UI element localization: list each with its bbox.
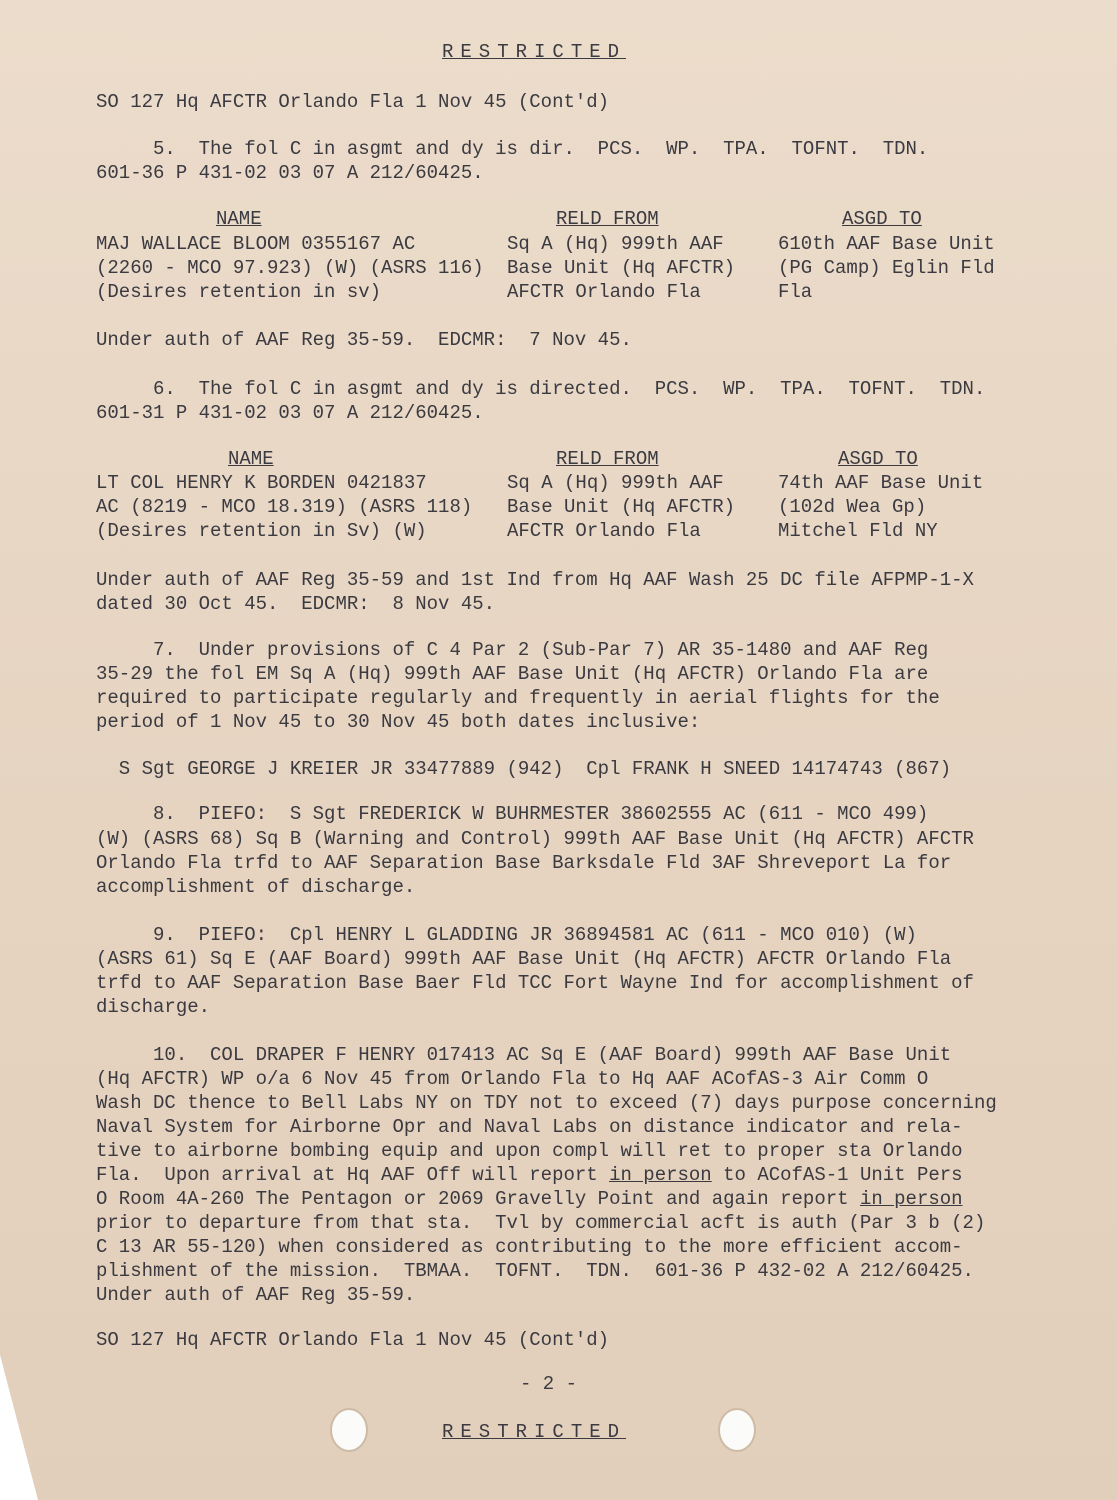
para7-names: S Sgt GEORGE J KREIER JR 33477889 (942) Cpl FRANK H SNEED 14174743 (867) [96, 758, 952, 780]
para5-name-3: (Desires retention in sv) [96, 281, 382, 303]
para10-line-7-pre: O Room 4A-260 The Pentagon or 2069 Gravelly Point and again report [96, 1188, 860, 1210]
page-number: - 2 - [520, 1373, 578, 1395]
para6-reld-2: Base Unit (Hq AFCTR) [507, 496, 736, 518]
so-line-bottom: SO 127 Hq AFCTR Orlando Fla 1 Nov 45 (Cont'd) [96, 1329, 610, 1351]
para6-header-reld-from: RELD FROM [556, 448, 659, 470]
para10-line-6 [96, 1163, 963, 1187]
para6-reld-3: AFCTR Orlando Fla [507, 520, 701, 542]
para10-line-5: tive to airborne bombing equip and upon compl will ret to proper sta Orlando [96, 1140, 963, 1162]
para10-line-10: plishment of the mission. TBMAA. TOFNT. TDN. 601-36 P 432-02 A 212/60425. [96, 1260, 974, 1282]
para8-line-1: 8. PIEFO: S Sgt FREDERICK W BUHRMESTER 38602555 AC (611 - MCO 499) [96, 803, 929, 825]
para10-line-6-pre: Fla. Upon arrival at Hq AAF Off will report [96, 1164, 610, 1186]
para5-asgd-2: (PG Camp) Eglin Fld [778, 257, 995, 279]
para8-line-2: (W) (ASRS 68) Sq B (Warning and Control) 999th AAF Base Unit (Hq AFCTR) AFCTR [96, 828, 974, 850]
so-line-top: SO 127 Hq AFCTR Orlando Fla 1 Nov 45 (Cont'd) [96, 91, 610, 113]
para5-header-reld-from: RELD FROM [556, 208, 659, 230]
para10-line-2: (Hq AFCTR) WP o/a 6 Nov 45 from Orlando Fla to Hq AAF ACofAS-3 Air Comm O [96, 1068, 929, 1090]
para9-line-4: discharge. [96, 996, 211, 1018]
para6-line-2: 601-31 P 431-02 03 07 A 212/60425. [96, 402, 484, 424]
in-person-emphasis-2: in person [859, 1188, 963, 1210]
para6-auth-1: Under auth of AAF Reg 35-59 and 1st Ind from Hq AAF Wash 25 DC file AFPMP-1-X [96, 569, 974, 591]
para10-line-6-post: to ACofAS-1 Unit Pers [711, 1164, 963, 1186]
para9-line-3: trfd to AAF Separation Base Baer Fld TCC Fort Wayne Ind for accomplishment of [96, 972, 974, 994]
para5-asgd-3: Fla [778, 281, 813, 303]
para10-line-8: prior to departure from that sta. Tvl by commercial acft is auth (Par 3 b (2) [96, 1212, 986, 1234]
para5-name-2: (2260 - MCO 97.923) (W) (ASRS 116) [96, 257, 484, 279]
para8-line-3: Orlando Fla trfd to AAF Separation Base Barksdale Fld 3AF Shreveport La for [96, 852, 952, 874]
para5-name-1: MAJ WALLACE BLOOM 0355167 AC [96, 233, 416, 255]
binder-hole-right [718, 1408, 756, 1452]
para9-line-2: (ASRS 61) Sq E (AAF Board) 999th AAF Base Unit (Hq AFCTR) AFCTR Orlando Fla [96, 948, 952, 970]
para10-line-7 [96, 1187, 963, 1211]
restricted-footer: RESTRICTED [442, 1421, 627, 1443]
para6-reld-1: Sq A (Hq) 999th AAF [507, 472, 724, 494]
para7-line-3: required to participate regularly and frequently in aerial flights for the [96, 687, 940, 709]
torn-corner [0, 1355, 38, 1500]
para5-asgd-1: 610th AAF Base Unit [778, 233, 995, 255]
para10-line-9: C 13 AR 55-120) when considered as contributing to the more efficient accom- [96, 1236, 963, 1258]
para9-line-1: 9. PIEFO: Cpl HENRY L GLADDING JR 36894581 AC (611 - MCO 010) (W) [96, 924, 917, 946]
para6-asgd-1: 74th AAF Base Unit [778, 472, 984, 494]
para5-reld-1: Sq A (Hq) 999th AAF [507, 233, 724, 255]
in-person-emphasis-1: in person [609, 1164, 712, 1186]
para5-reld-2: Base Unit (Hq AFCTR) [507, 257, 736, 279]
para6-asgd-2: (102d Wea Gp) [778, 496, 927, 518]
para5-reld-3: AFCTR Orlando Fla [507, 281, 701, 303]
para6-auth-2: dated 30 Oct 45. EDCMR: 8 Nov 45. [96, 593, 496, 615]
para6-header-asgd-to: ASGD TO [838, 448, 918, 470]
para6-name-2: AC (8219 - MCO 18.319) (ASRS 118) [96, 496, 473, 518]
para6-line-1: 6. The fol C in asgmt and dy is directed. PCS. WP. TPA. TOFNT. TDN. [96, 378, 986, 400]
para8-line-4: accomplishment of discharge. [96, 876, 416, 898]
para5-header-name: NAME [216, 208, 262, 230]
para5-line-1: 5. The fol C in asgmt and dy is dir. PCS. WP. TPA. TOFNT. TDN. [96, 138, 929, 160]
para6-name-3: (Desires retention in Sv) (W) [96, 520, 427, 542]
para5-auth: Under auth of AAF Reg 35-59. EDCMR: 7 Nov 45. [96, 329, 632, 351]
para6-name-1: LT COL HENRY K BORDEN 0421837 [96, 472, 427, 494]
para7-line-4: period of 1 Nov 45 to 30 Nov 45 both dates inclusive: [96, 711, 701, 733]
para5-line-2: 601-36 P 431-02 03 07 A 212/60425. [96, 162, 484, 184]
para10-line-3: Wash DC thence to Bell Labs NY on TDY not to exceed (7) days purpose concerning [96, 1092, 997, 1114]
para5-header-asgd-to: ASGD TO [842, 208, 922, 230]
para6-header-name: NAME [228, 448, 274, 470]
para10-line-1: 10. COL DRAPER F HENRY 017413 AC Sq E (AAF Board) 999th AAF Base Unit [96, 1044, 952, 1066]
para6-asgd-3: Mitchel Fld NY [778, 520, 938, 542]
restricted-header: RESTRICTED [442, 41, 627, 63]
para10-line-4: Naval System for Airborne Opr and Naval Labs on distance indicator and rela- [96, 1116, 963, 1138]
para7-line-1: 7. Under provisions of C 4 Par 2 (Sub-Par 7) AR 35-1480 and AAF Reg [96, 639, 929, 661]
para7-line-2: 35-29 the fol EM Sq A (Hq) 999th AAF Base Unit (Hq AFCTR) Orlando Fla are [96, 663, 929, 685]
binder-hole-left [330, 1408, 368, 1452]
para10-line-11: Under auth of AAF Reg 35-59. [96, 1284, 416, 1306]
